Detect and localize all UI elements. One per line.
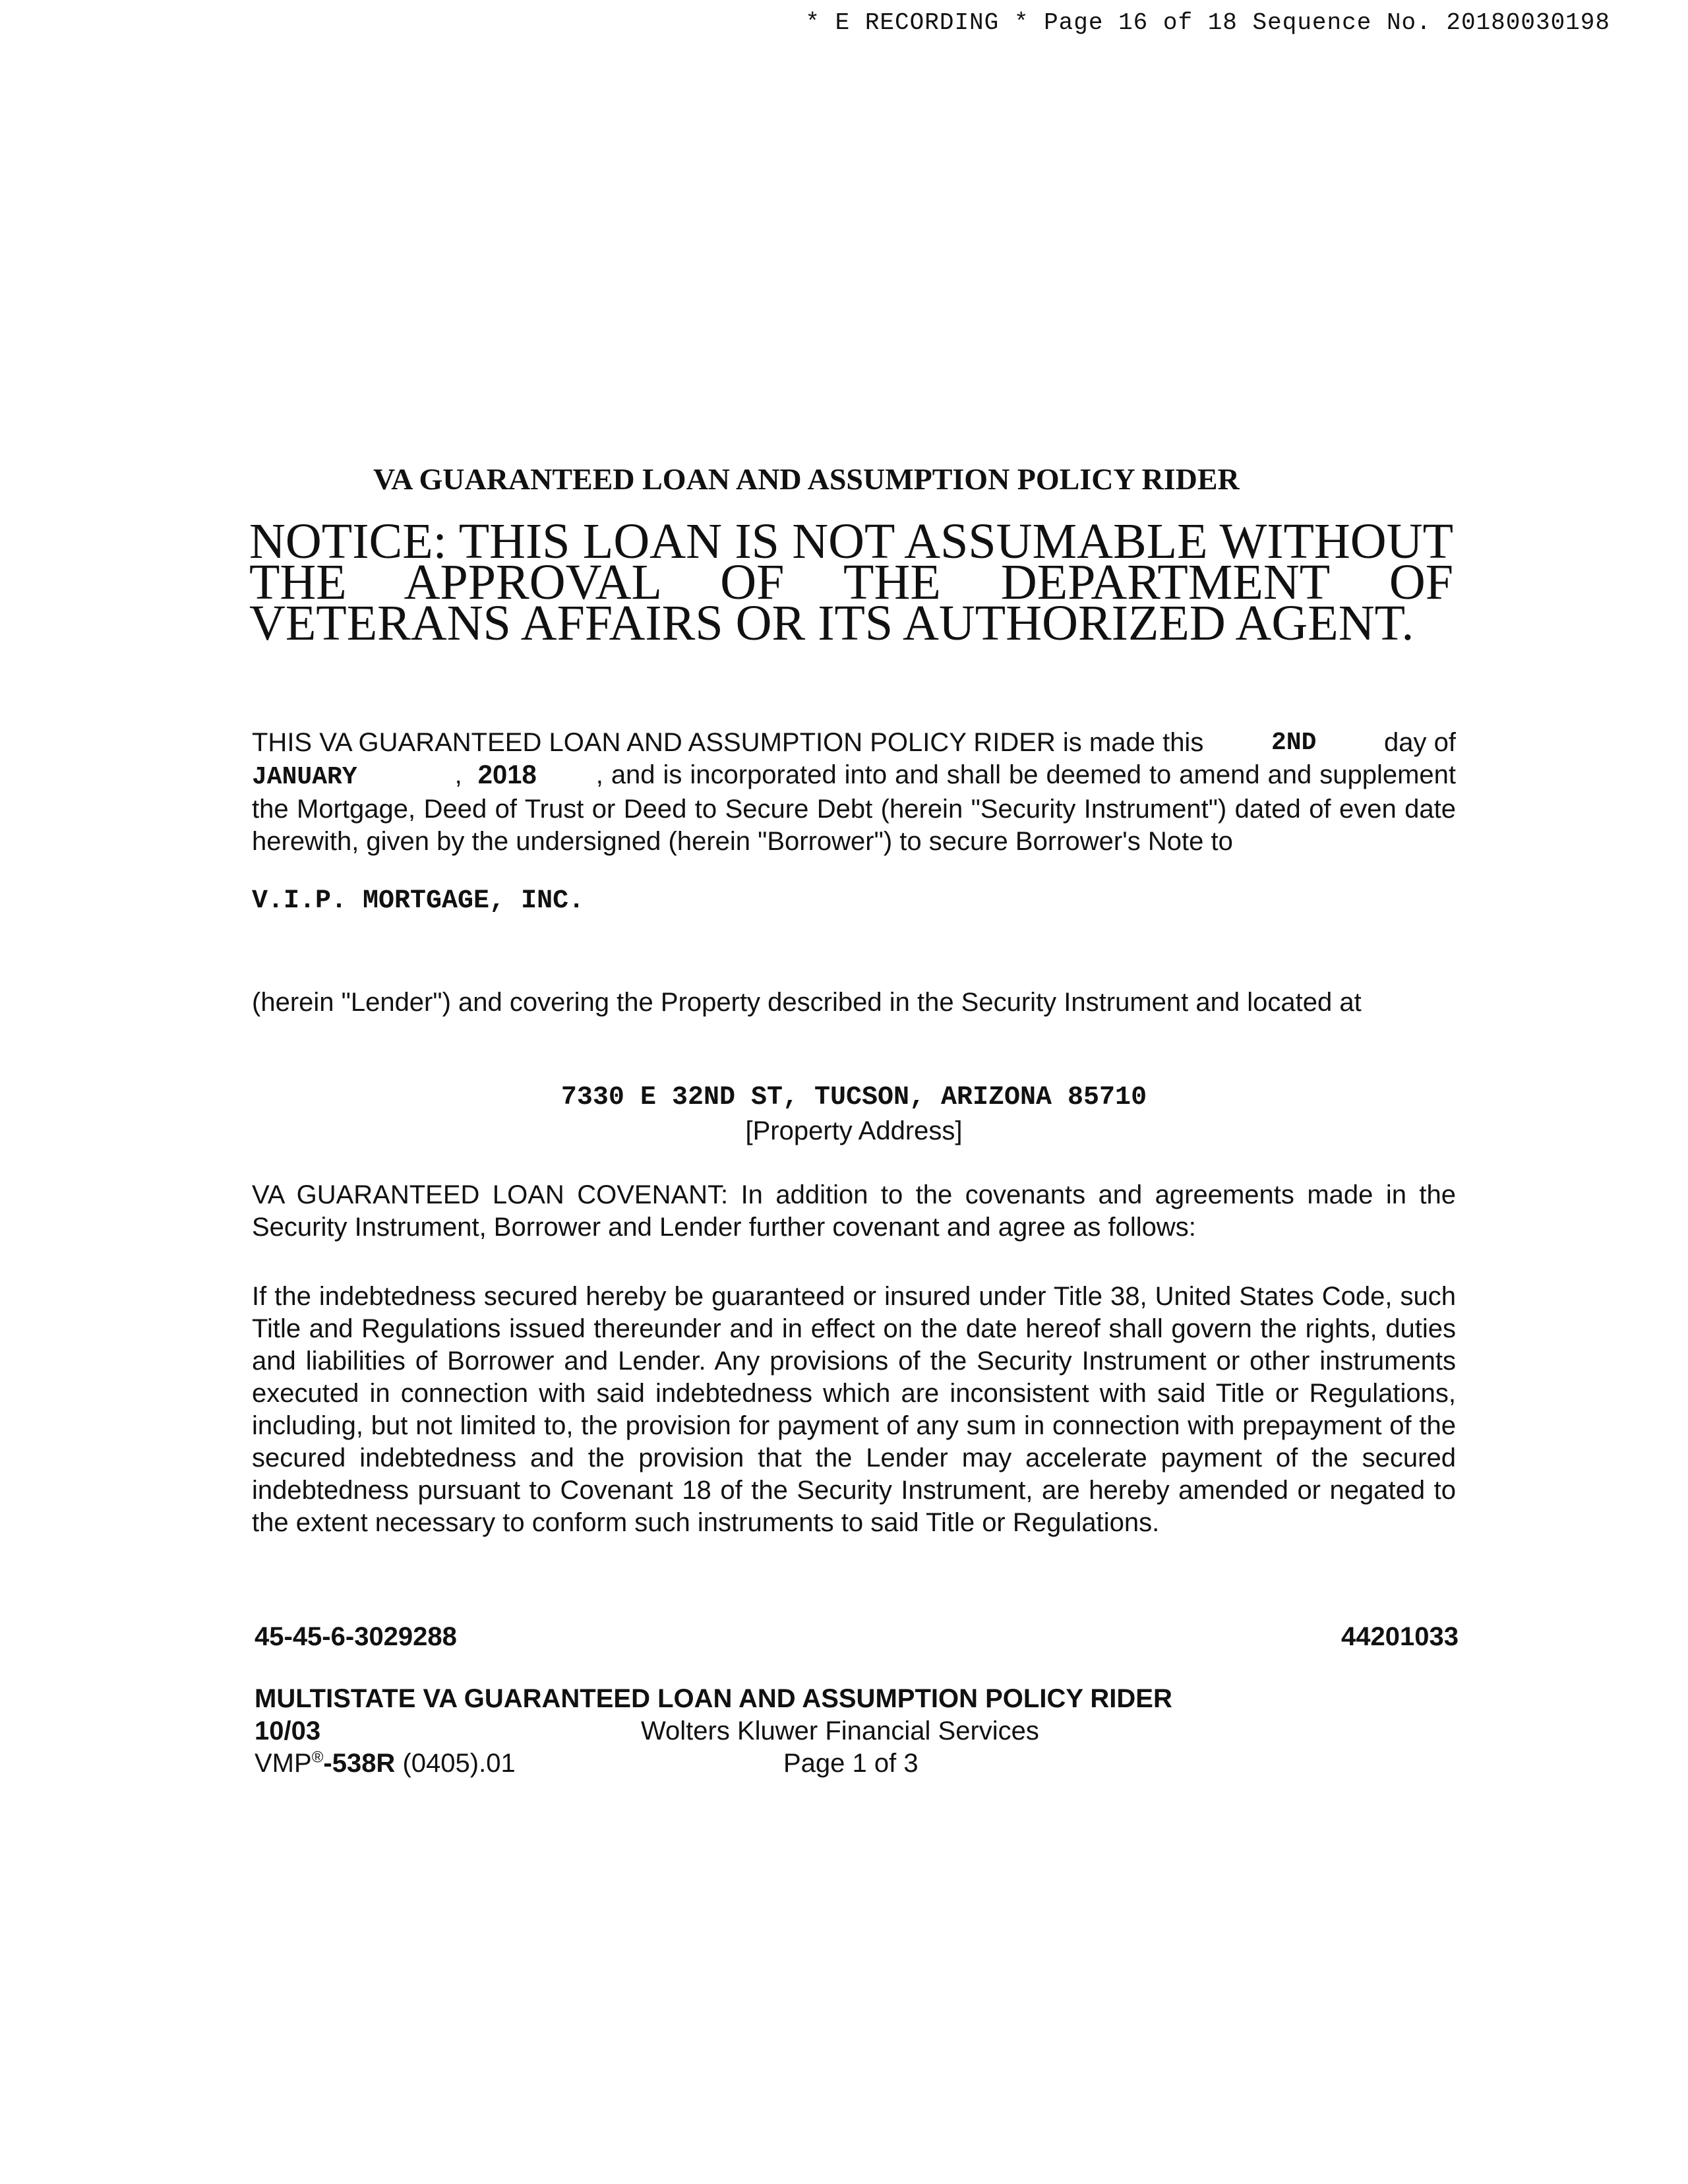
document-title: VA GUARANTEED LOAN AND ASSUMPTION POLICY RIDER [373,462,1240,496]
va-covenant-paragraph: VA GUARANTEED LOAN COVENANT: In addition to the covenants and agreements made in the Security Instrument, Borrower and Lender further covenant and agree as follows: [252,1180,1456,1242]
form-page-number: Page 1 of 3 [783,1749,919,1778]
form-publisher: Wolters Kluwer Financial Services [641,1716,1039,1745]
intro-continuation [252,759,1456,858]
property-address-block [252,1081,1456,1147]
assumption-notice: NOTICE: THIS LOAN IS NOT ASSUMABLE WITHOUT THE APPROVAL OF THE DEPARTMENT OF VETERANS AFFAIRS OR ITS AUTHORIZED AGENT. [249,514,1453,651]
intro-rest: , and is incorporated into and shall be deemed to amend and supplement the Mortgage, Deed of Trust or Deed to Secure Debt (herein "Security Instrument") dated of even date herewith, given by the undersigned (herein "Borrower") to secure Borrower's Note to [252,760,1456,856]
title-38-paragraph: If the indebtedness secured hereby be guaranteed or insured under Title 38, United States Code, such Title and Regulations issued thereunder and in effect on the date hereof shall govern the rights, duties and liabilities of Borrower and Lender. Any provisions of the Security Instrument or other instruments executed in connection with said indebtedness which are inconsistent with said Title or Regulations, including, but not limited to, the provision for payment of any sum in connection with prepayment of the secured indebtedness and the provision that the Lender may accelerate payment of the secured indebtedness pursuant to Covenant 18 of the Security Instrument, are hereby amended or negated to the extent necessary to conform such instruments to said Title or Regulations. [252,1282,1456,1537]
lender-name: V.I.P. MORTGAGE, INC. [252,886,585,916]
intro-paragraph [252,727,1456,858]
year-separator: , [454,760,462,789]
registered-mark: ® [311,1748,324,1767]
form-title: MULTISTATE VA GUARANTEED LOAN AND ASSUMPTION POLICY RIDER [255,1684,1172,1713]
form-footer [255,1683,1459,1780]
lender-property-paragraph: (herein "Lender") and covering the Property described in the Security Instrument and located at [252,988,1362,1017]
min-number: 44201033 [1341,1622,1459,1651]
footer-row-2 [255,1747,1459,1780]
form-prefix: VMP [255,1749,312,1778]
form-suffix: (0405).01 [402,1749,516,1778]
intro-first-line [252,727,1456,759]
intro-lead: THIS VA GUARANTEED LOAN AND ASSUMPTION POLICY RIDER is made this [252,728,1204,757]
property-address: 7330 E 32ND ST, TUCSON, ARIZONA 85710 [560,1083,1147,1112]
recording-header: * E RECORDING * Page 16 of 18 Sequence No. 20180030198 [805,9,1610,36]
rider-day: 2ND [1271,729,1317,757]
form-number: -538R [323,1749,396,1778]
form-date-code: 10/03 [255,1716,321,1745]
rider-month: JANUARY [252,763,357,791]
property-address-caption: [Property Address] [745,1116,963,1145]
loan-number: 45-45-6-3029288 [255,1622,457,1651]
form-id [255,1747,516,1780]
footer-row-1 [255,1715,1459,1747]
intro-day-of: day of [1384,728,1456,757]
loan-identifiers [255,1622,1459,1652]
rider-year: 2018 [477,760,537,789]
